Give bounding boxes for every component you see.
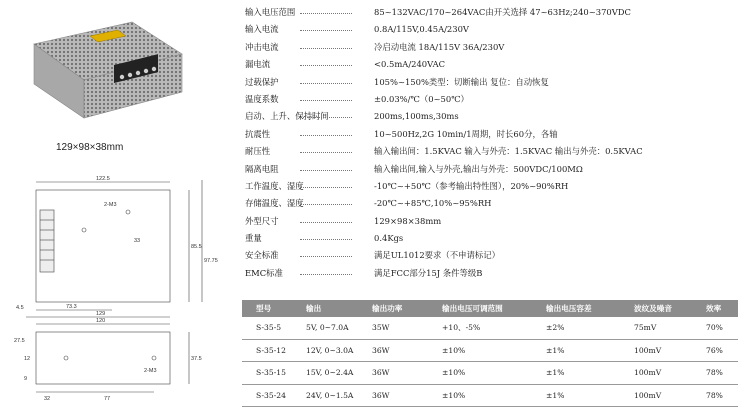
- cell-power: 35W: [372, 323, 390, 332]
- cell-power: 36W: [372, 345, 390, 355]
- leader-dots: [300, 170, 352, 171]
- spec-row: [242, 21, 738, 38]
- leader-dots: [300, 152, 352, 153]
- leader-dots: [300, 48, 352, 49]
- spec-label: 启动、上升、保持时间: [245, 111, 329, 122]
- spec-row: [242, 91, 738, 108]
- spec-row: [242, 213, 738, 230]
- leader-dots: [300, 222, 352, 223]
- spec-label: 外型尺寸: [245, 215, 279, 226]
- cell-tolerance: ±2%: [546, 323, 565, 332]
- spec-row: [242, 195, 738, 212]
- cell-efficiency: 78%: [706, 368, 723, 377]
- spec-value: 105%~150%类型：切断输出 复位：自动恢复: [374, 76, 549, 87]
- dim-left-offset: 4.5: [16, 305, 24, 311]
- header-model: 型号: [256, 304, 272, 313]
- cell-efficiency: 78%: [706, 390, 723, 400]
- spec-row: [242, 108, 738, 125]
- spec-label: 重量: [245, 233, 262, 244]
- cell-ripple: 100mV: [634, 368, 662, 377]
- header-tolerance: 输出电压容差: [546, 304, 592, 313]
- cell-tolerance: ±1%: [546, 390, 565, 400]
- cell-output: 12V, 0~3.0A: [306, 345, 354, 355]
- spec-value: -10℃~+50℃（参考输出特性图），20%~90%RH: [374, 180, 569, 191]
- spec-value: 85~132VAC/170~264VAC由开关选择 47~63Hz;240~370VDC: [374, 7, 631, 17]
- leader-dots: [300, 256, 352, 257]
- cell-ripple: 100mV: [634, 345, 662, 355]
- spec-label: 输入电流: [245, 24, 279, 35]
- spec-label: 工作温度、湿度: [245, 180, 304, 191]
- spec-value: 10~500Hz,2G 10min/1周期，时长60分，各轴: [374, 128, 558, 139]
- dim-height-a: 85.5: [191, 244, 202, 250]
- dim-side-a: 32: [44, 396, 51, 402]
- cell-tolerance: ±1%: [546, 345, 565, 355]
- table-row: [242, 340, 738, 363]
- header-output: 输出: [306, 304, 322, 313]
- table-row: [242, 317, 738, 340]
- product-panel: [0, 0, 238, 407]
- leader-dots: [300, 239, 352, 240]
- spec-label: 温度系数: [245, 93, 279, 104]
- leader-dots: [300, 187, 352, 188]
- spec-row: [242, 143, 738, 160]
- spec-row: [242, 178, 738, 195]
- table-header: [242, 300, 738, 317]
- cell-model: S-35-12: [256, 345, 286, 355]
- cell-efficiency: 76%: [706, 345, 723, 355]
- leader-dots: [300, 100, 352, 101]
- power-supply-photo: [22, 14, 190, 124]
- spec-value: 冷启动电流 18A/115V 36A/230V: [374, 41, 505, 52]
- cell-adjust-range: ±10%: [442, 368, 466, 377]
- dim-bottom-b: 129: [96, 311, 106, 317]
- cell-ripple: 75mV: [634, 323, 657, 332]
- leader-dots: [300, 13, 352, 14]
- dim-27-5: 27.5: [14, 338, 25, 344]
- leader-dots: [300, 83, 352, 84]
- spec-label: EMC标准: [245, 267, 283, 278]
- header-power: 输出功率: [372, 304, 403, 313]
- spec-value: 0.8A/115V,0.45A/230V: [374, 24, 469, 35]
- spec-label: 输入电压范围: [245, 7, 296, 17]
- dim-side-h: 37.5: [191, 356, 202, 362]
- leader-dots: [300, 65, 352, 66]
- cell-model: S-35-24: [256, 390, 286, 400]
- spec-row: [242, 126, 738, 143]
- spec-label: 隔离电阻: [245, 163, 279, 174]
- spec-row: [242, 230, 738, 247]
- spec-label: 抗震性: [245, 128, 271, 139]
- dim-height-b: 97.75: [204, 258, 218, 264]
- spec-row: [242, 56, 738, 73]
- spec-row: [242, 4, 738, 21]
- spec-value: <0.5mA/240VAC: [374, 59, 446, 70]
- dimension-caption: 129×98×38mm: [56, 142, 124, 153]
- spec-label: 存储温度、湿度: [245, 198, 304, 209]
- spec-label: 漏电流: [245, 59, 271, 70]
- spec-value: 输入输出间,输入与外壳,输出与外壳：500VDC/100MΩ: [374, 163, 583, 174]
- cell-power: 36W: [372, 368, 390, 377]
- table-row: [242, 385, 738, 407]
- leader-dots: [300, 274, 352, 275]
- dim-33: 33: [134, 238, 141, 244]
- dim-12: 12: [24, 356, 31, 362]
- leader-dots: [300, 204, 352, 205]
- spec-label: 过载保护: [245, 76, 279, 87]
- leader-dots: [300, 117, 352, 118]
- spec-label: 冲击电流: [245, 41, 279, 52]
- cell-model: S-35-5: [256, 323, 282, 332]
- spec-row: [242, 247, 738, 264]
- spec-value: ±0.03%/℃（0~50℃）: [374, 93, 469, 104]
- table-row: [242, 362, 738, 385]
- spec-label: 耐压性: [245, 146, 271, 157]
- cell-output: 15V, 0~2.4A: [306, 368, 354, 377]
- dim-hole-pitch: 2-M3: [104, 202, 117, 208]
- header-efficiency: 效率: [706, 304, 722, 313]
- spec-value: 输入输出间：1.5KVAC 输入与外壳：1.5KVAC 输出与外壳：0.5KVAC: [374, 146, 643, 157]
- spec-value: 满足FCC部分15J 条件等级B: [374, 267, 483, 278]
- spec-value: 满足UL1012要求（不申请标记）: [374, 250, 501, 261]
- dim-top-width: 122.5: [96, 176, 110, 182]
- spec-value: 129×98×38mm: [374, 215, 442, 226]
- cell-tolerance: ±1%: [546, 368, 565, 377]
- header-ripple: 波纹及噪音: [634, 304, 672, 313]
- spec-row: [242, 39, 738, 56]
- dim-side-width: 120: [96, 318, 106, 324]
- model-table: [242, 300, 738, 407]
- cell-output: 24V, 0~1.5A: [306, 390, 354, 400]
- dim-bottom-a: 73.3: [66, 304, 77, 310]
- cell-adjust-range: +10、-5%: [442, 323, 481, 332]
- header-adjust-range: 输出电压可调范围: [442, 304, 503, 313]
- dim-side-b: 77: [104, 396, 111, 402]
- spec-label: 安全标准: [245, 250, 279, 261]
- cell-ripple: 100mV: [634, 390, 662, 400]
- leader-dots: [300, 135, 352, 136]
- cell-adjust-range: ±10%: [442, 390, 466, 400]
- dim-9: 9: [24, 376, 28, 382]
- spec-row: [242, 161, 738, 178]
- leader-dots: [300, 30, 352, 31]
- cell-efficiency: 70%: [706, 323, 723, 332]
- spec-value: 0.4Kgs: [374, 233, 404, 244]
- mechanical-drawing: [4, 172, 236, 404]
- cell-adjust-range: ±10%: [442, 345, 466, 355]
- cell-power: 36W: [372, 390, 390, 400]
- dim-side-m: 2-M3: [144, 368, 157, 374]
- spec-value: 200ms,100ms,30ms: [374, 111, 459, 122]
- cell-model: S-35-15: [256, 368, 286, 377]
- spec-value: -20℃~+85℃,10%~95%RH: [374, 198, 492, 209]
- cell-output: 5V, 0~7.0A: [306, 323, 349, 332]
- spec-list: [242, 4, 738, 282]
- spec-row: [242, 74, 738, 91]
- spec-row: [242, 265, 738, 282]
